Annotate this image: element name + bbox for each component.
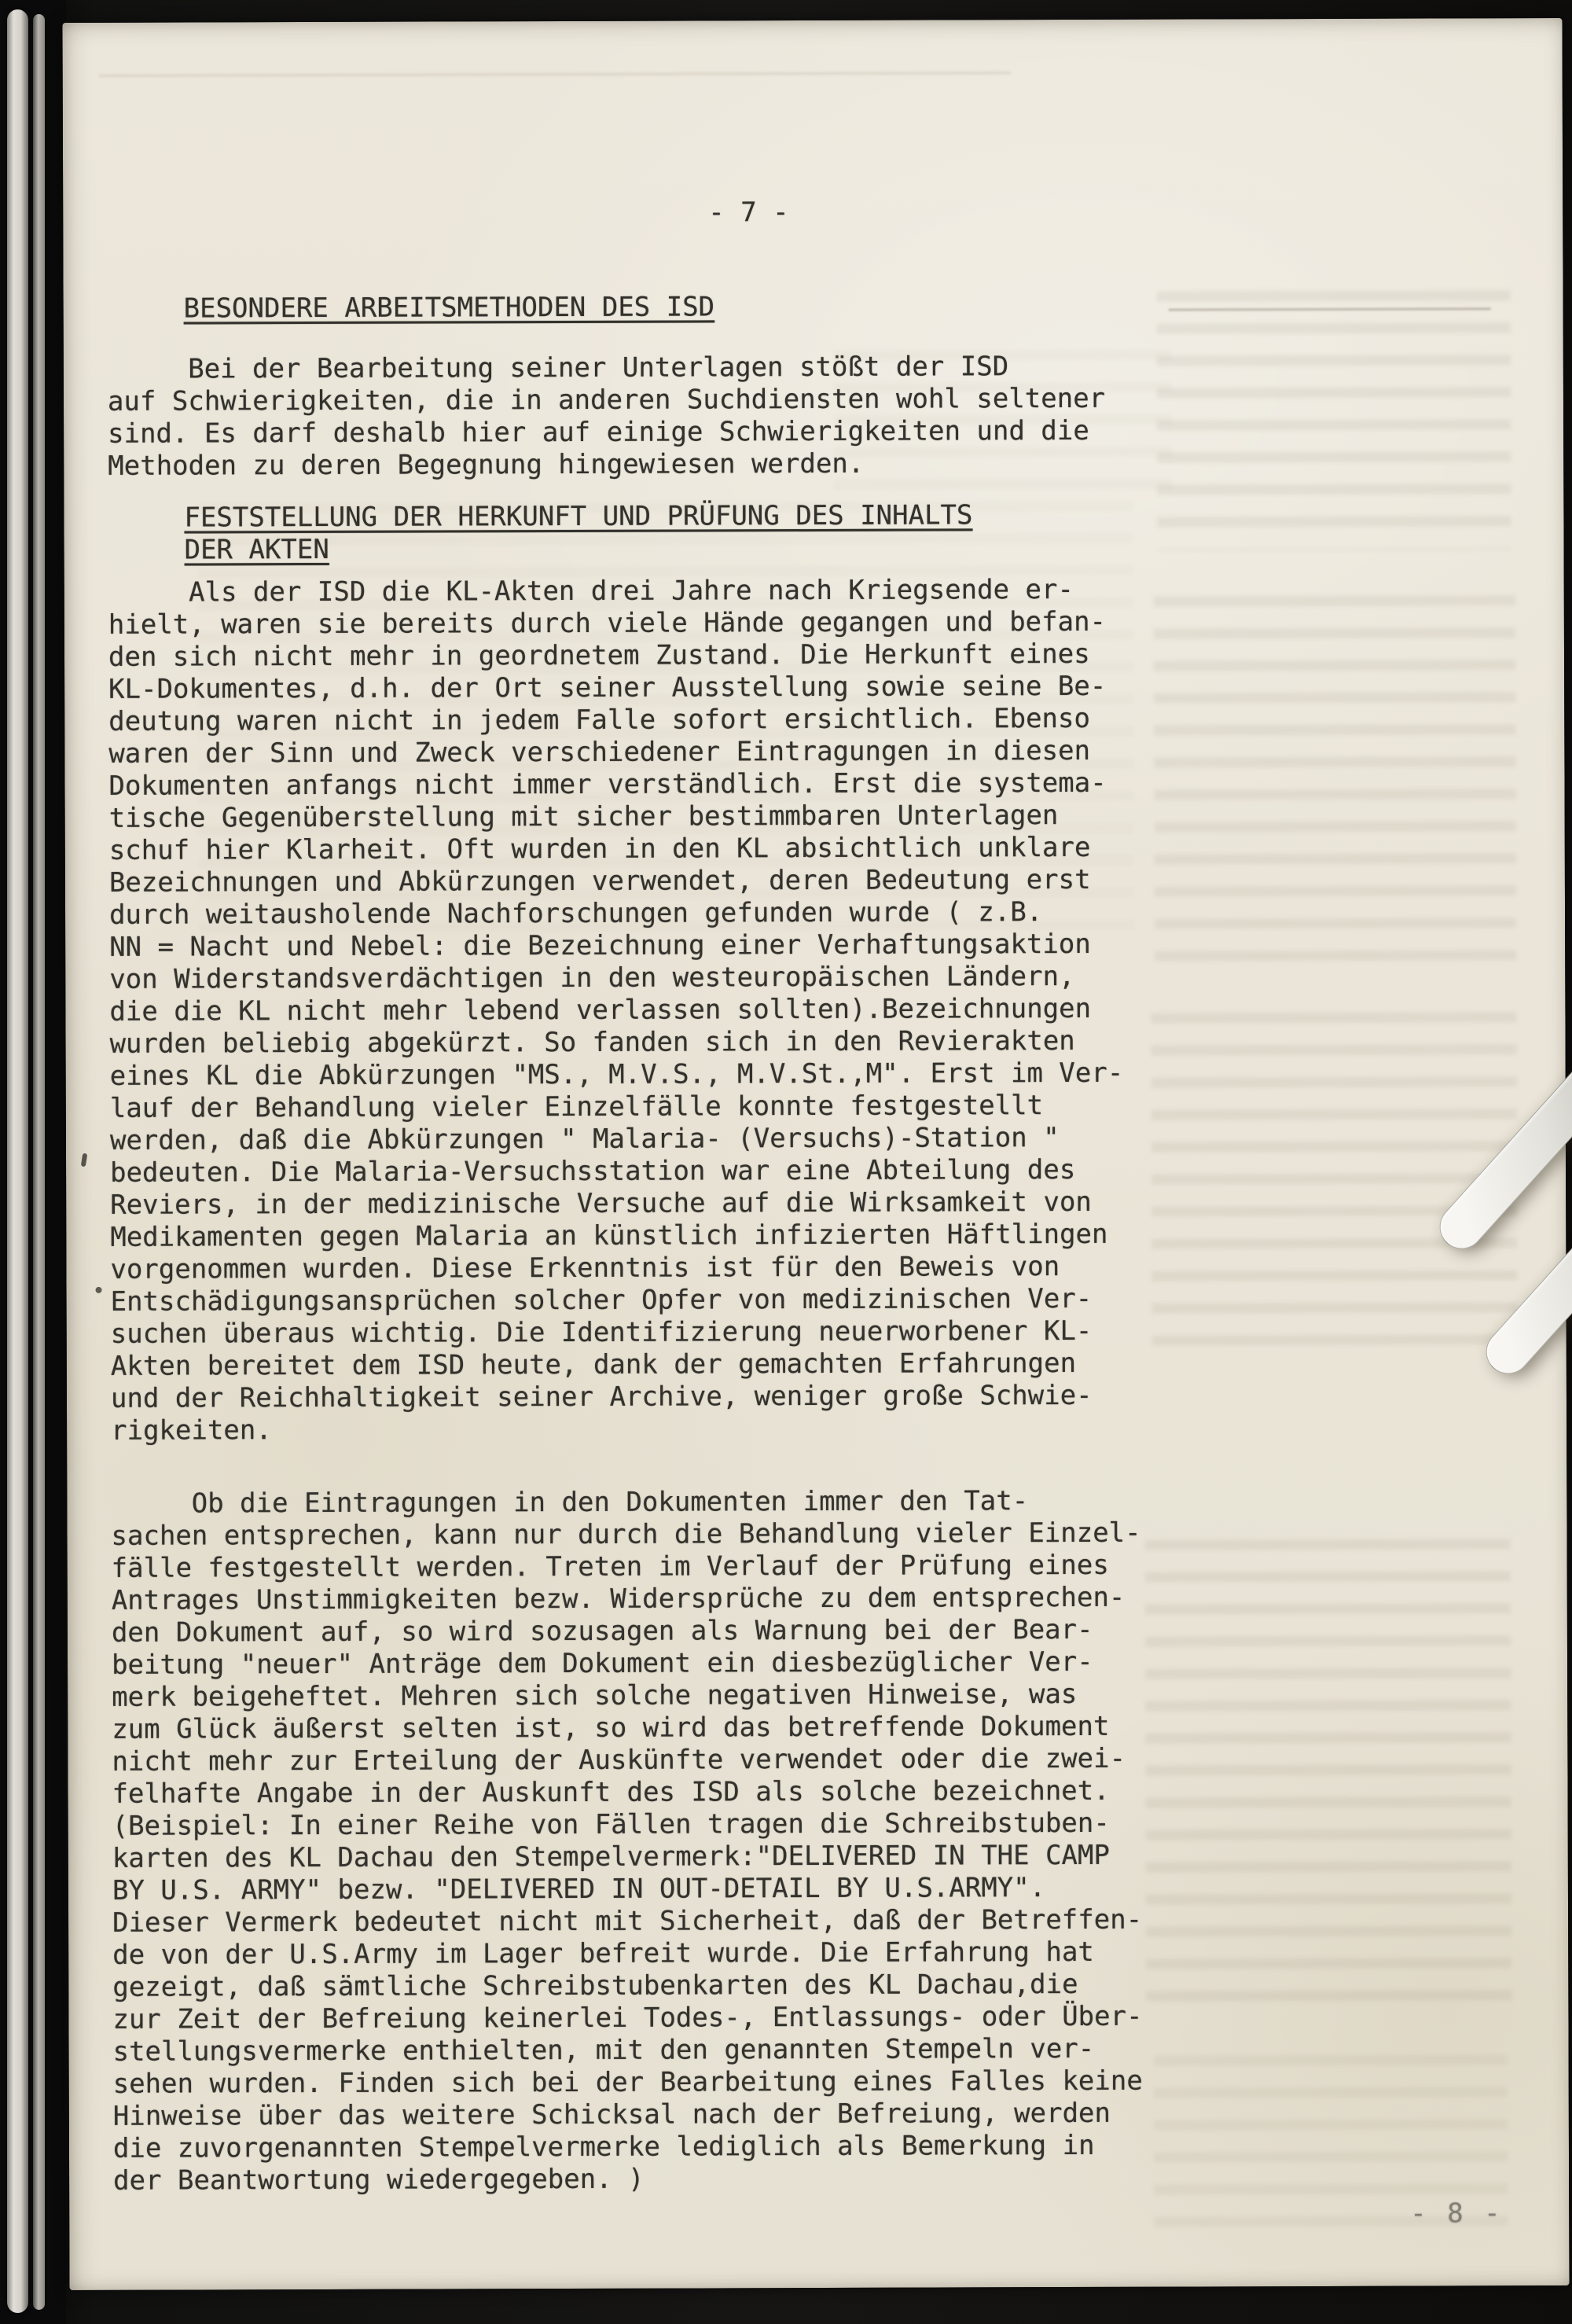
- fanned-page-edge: [33, 14, 45, 2310]
- section-heading-feststellung-line1: FESTSTELLUNG DER HERKUNFT UND PRÜFUNG DES INHALTS: [184, 499, 973, 534]
- body-paragraph-intro: Bei der Bearbeitung seiner Unterlagen stößt der ISD auf Schwierigkeiten, die in anderen Suchdiensten wohl seltener sind. Es darf deshalb hier auf einige Schwierigkeiten und die Methoden zu deren Begegnung hingewiesen werden.: [107, 351, 1106, 482]
- bleed-through-text: [1145, 1539, 1512, 2019]
- section-heading-besondere-arbeitsmethoden: BESONDERE ARBEITSMETHODEN DES ISD: [183, 291, 715, 325]
- fanned-page-edge: [7, 9, 28, 2313]
- bleed-through-text: [1151, 1012, 1517, 1351]
- page-number: - 7 -: [708, 197, 789, 229]
- ink-speck: [96, 1287, 102, 1293]
- book-spine-edges: [0, 0, 66, 2324]
- section-heading-feststellung-line2: DER AKTEN: [184, 533, 329, 566]
- bleed-through-text: [1154, 595, 1516, 965]
- body-paragraph-herkunft: Als der ISD die KL-Akten drei Jahre nach Kriegsende er- hielt, waren sie bereits durch viele Hände gegangen und befan- den sich nicht mehr in geordnetem Zustand. Die Herkunft eines KL-Dokumentes, d.h. der Ort seiner Ausstellung sowie seine Be- deutung waren nicht in jedem Falle sofort ersichtlich. Ebenso waren der Sinn und Zweck verschiedener Eintragungen in diesen Dokumenten anfangs nicht immer verständlich. Erst die systema- tische Gegenüberstellung mit sicher bestimmbaren Unterlagen schuf hier Klarheit. Oft wurden in den KL absichtlich unklare Bezeichnungen und Abkürzungen verwendet, deren Bedeutung erst durch weitausholende Nachforschungen gefunden wurde ( z.B. NN = Nacht und Nebel: die Bezeichnung einer Verhaftungsaktion von Widerstandsverdächtigen in den westeuropäischen Ländern, die die KL nicht mehr lebend verlassen sollten).Bezeichnungen wurden beliebig abgekürzt. So fanden sich in den Revierakten eines KL die Abkürzungen "MS., M.V.S., M.V.St.,M". Erst im Ver- lauf der Behandlung vieler Einzelfälle konnte festgestellt werden, daß die Abkürzungen " Malaria- (Versuchs)-Station " bedeuten. Die Malaria-Versuchsstation war eine Abteilung des Reviers, in der medizinische Versuche auf die Wirksamkeit von Medikamenten gegen Malaria an künstlich infizierten Häftlingen vorgenommen wurden. Diese Erkenntnis ist für den Beweis von Entschädigungsansprüchen solcher Opfer von medizinischen Ver- suchen überaus wichtig. Die Identifizierung neuerworbener KL- Akten bereitet dem ISD heute, dank der gemachten Erfahrungen und der Reichhaltigkeit seiner Archive, weniger große Schwie- rigkeiten.: [108, 573, 1124, 1447]
- bleed-through-text: [1157, 290, 1511, 550]
- body-paragraph-eintragungen: Ob die Eintragungen in den Dokumenten immer den Tat- sachen entsprechen, kann nur durch die Behandlung vieler Einzel- fälle festgestellt werden. Treten im Verlauf der Prüfung eines Antrages Unstimmigkeiten bezw. Widersprüche zu dem entsprechen- den Dokument auf, so wird sozusagen als Warnung bei der Bear- beitung "neuer" Anträge dem Dokument ein diesbezüglicher Ver- merk beigeheftet. Mehren sich solche negativen Hinweise, was zum Glück äußerst selten ist, so wird das betreffende Dokument nicht mehr zur Erteilung der Auskünfte verwendet oder die zwei- felhafte Angabe in der Auskunft des ISD als solche bezeichnet. (Beispiel: In einer Reihe von Fällen tragen die Schreibstuben- karten des KL Dachau den Stempelvermerk:"DELIVERED IN THE CAMP BY U.S. ARMY" bezw. "DELIVERED IN OUT-DETAIL BY U.S.ARMY". Dieser Vermerk bedeutet nicht mit Sicherheit, daß der Betreffen- de von der U.S.Army im Lager befreit wurde. Die Erfahrung hat gezeigt, daß sämtliche Schreibstubenkarten des KL Dachau,die zur Zeit der Befreiung keinerlei Todes-, Entlassungs- oder Über- stellungsvermerke enthielten, mit den genannten Stempeln ver- sehen wurden. Finden sich bei der Bearbeitung eines Falles keine Hinweise über das weitere Schicksal nach der Befreiung, werden die zuvorgenannten Stempelvermerke lediglich als Bemerkung in der Beantwortung wiedergegeben. ): [111, 1485, 1143, 2197]
- paper-crease: [99, 72, 1011, 77]
- next-page-number: - 8 -: [1410, 2197, 1503, 2230]
- ink-speck: [81, 1153, 88, 1168]
- document-page: [62, 18, 1569, 2290]
